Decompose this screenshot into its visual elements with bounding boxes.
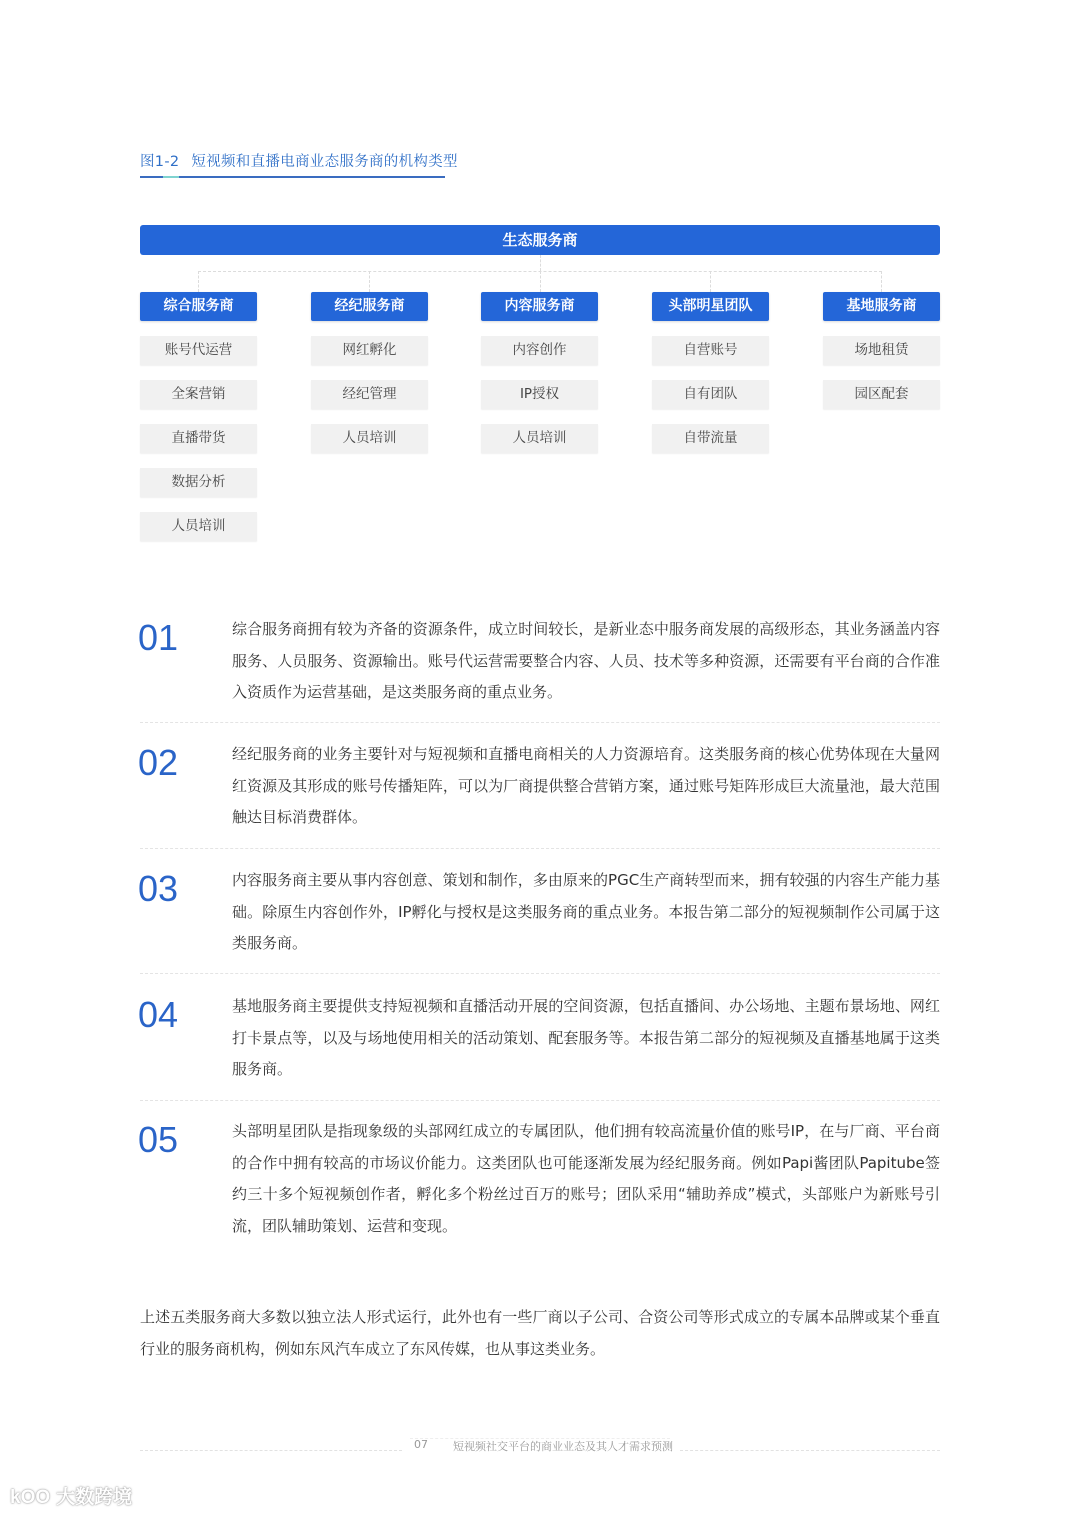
category-node: 基地服务商 <box>823 292 940 321</box>
section-number: 03 <box>138 868 179 909</box>
section-divider <box>140 848 940 849</box>
category-node: 内容服务商 <box>481 292 598 321</box>
category-item: 自营账号 <box>652 336 769 365</box>
conclusion-paragraph: 上述五类服务商大多数以独立法人形式运行，此外也有一些厂商以子公司、合资公司等形式成立的专属本品牌或某个垂直行业的服务商机构，例如东风汽车成立了东风传媒，也从事这类业务。 <box>140 1308 940 1358</box>
category-node: 经纪服务商 <box>311 292 428 321</box>
section-text: 内容服务商主要从事内容创意、策划和制作，多由原来的PGC生产商转型而来，拥有较强的内容生产能力基础。除原生内容创作外，IP孵化与授权是这类服务商的重点业务。本报告第二部分的短视频制作公司属于这类服务商。 <box>232 871 940 952</box>
category-item: 人员培训 <box>481 424 598 453</box>
category-item: 人员培训 <box>311 424 428 453</box>
section-number: 05 <box>138 1119 179 1160</box>
watermark-logo-icon: kOO <box>10 1487 51 1508</box>
footer-divider-right <box>680 1450 940 1451</box>
category-item: 内容创作 <box>481 336 598 365</box>
watermark-text: 大数跨境 <box>56 1486 133 1508</box>
category-item: 经纪管理 <box>311 380 428 409</box>
category-item: 园区配套 <box>823 380 940 409</box>
category-column-base <box>823 292 940 409</box>
connector-cat-4 <box>710 271 711 292</box>
category-item: 自带流量 <box>652 424 769 453</box>
section-text: 综合服务商拥有较为齐备的资源条件，成立时间较长，是新业态中服务商发展的高级形态，其业务涵盖内容服务、人员服务、资源输出。账号代运营需要整合内容、人员、技术等多种资源，还需要有平台商的合作准入资质作为运营基础，是这类服务商的重点业务。 <box>232 620 940 701</box>
category-column-comprehensive <box>140 292 257 541</box>
category-item: 网红孵化 <box>311 336 428 365</box>
category-node: 综合服务商 <box>140 292 257 321</box>
connector-cat-2 <box>369 271 370 292</box>
figure-title-underline <box>140 176 445 178</box>
connector-cat-1 <box>198 271 199 292</box>
category-column-agency <box>311 292 428 453</box>
connector-root <box>540 255 541 271</box>
section-text: 基地服务商主要提供支持短视频和直播活动开展的空间资源，包括直播间、办公场地、主题布景场地、网红打卡景点等，以及与场地使用相关的活动策划、配套服务等。本报告第二部分的短视频及直播基地属于这类服务商。 <box>232 997 940 1078</box>
category-item: IP授权 <box>481 380 598 409</box>
connector-cat-5 <box>881 271 882 292</box>
category-column-star-team <box>652 292 769 453</box>
watermark <box>10 1482 132 1509</box>
footer-divider-left <box>140 1450 402 1451</box>
section-text: 经纪服务商的业务主要针对与短视频和直播电商相关的人力资源培育。这类服务商的核心优势体现在大量网红资源及其形成的账号传播矩阵，可以为厂商提供整合营销方案，通过账号矩阵形成巨大流量池，最大范围触达目标消费群体。 <box>232 745 940 826</box>
section-divider <box>140 722 940 723</box>
figure-title <box>140 150 458 171</box>
footer-report-title: 短视频社交平台的商业业态及其人才需求预测 <box>453 1440 673 1453</box>
category-item: 场地租赁 <box>823 336 940 365</box>
category-item: 数据分析 <box>140 468 257 497</box>
section-number: 01 <box>138 617 179 658</box>
page-number: 07 <box>414 1438 428 1451</box>
category-column-content <box>481 292 598 453</box>
section-number: 04 <box>138 994 179 1035</box>
section-divider <box>140 973 940 974</box>
category-item: 自有团队 <box>652 380 769 409</box>
figure-number: 图1-2 <box>140 154 180 170</box>
underline-accent <box>163 176 179 178</box>
section-number: 02 <box>138 742 179 783</box>
figure-title-text: 短视频和直播电商业态服务商的机构类型 <box>191 154 458 170</box>
category-node: 头部明星团队 <box>652 292 769 321</box>
category-item: 全案营销 <box>140 380 257 409</box>
category-item: 直播带货 <box>140 424 257 453</box>
section-divider <box>140 1100 940 1101</box>
connector-cat-3 <box>540 271 541 292</box>
section-text: 头部明星团队是指现象级的头部网红成立的专属团队，他们拥有较高流量价值的账号IP，在与厂商、平台商的合作中拥有较高的市场议价能力。这类团队也可能逐渐发展为经纪服务商。例如Papi酱团队Papitube签约三十多个短视频创作者，孵化多个粉丝过百万的账号；团队采用“辅助养成”模式，头部账户为新账号引流，团队辅助策划、运营和变现。 <box>232 1122 940 1235</box>
category-item: 人员培训 <box>140 512 257 541</box>
category-item: 账号代运营 <box>140 336 257 365</box>
diagram-root-node: 生态服务商 <box>140 225 940 255</box>
